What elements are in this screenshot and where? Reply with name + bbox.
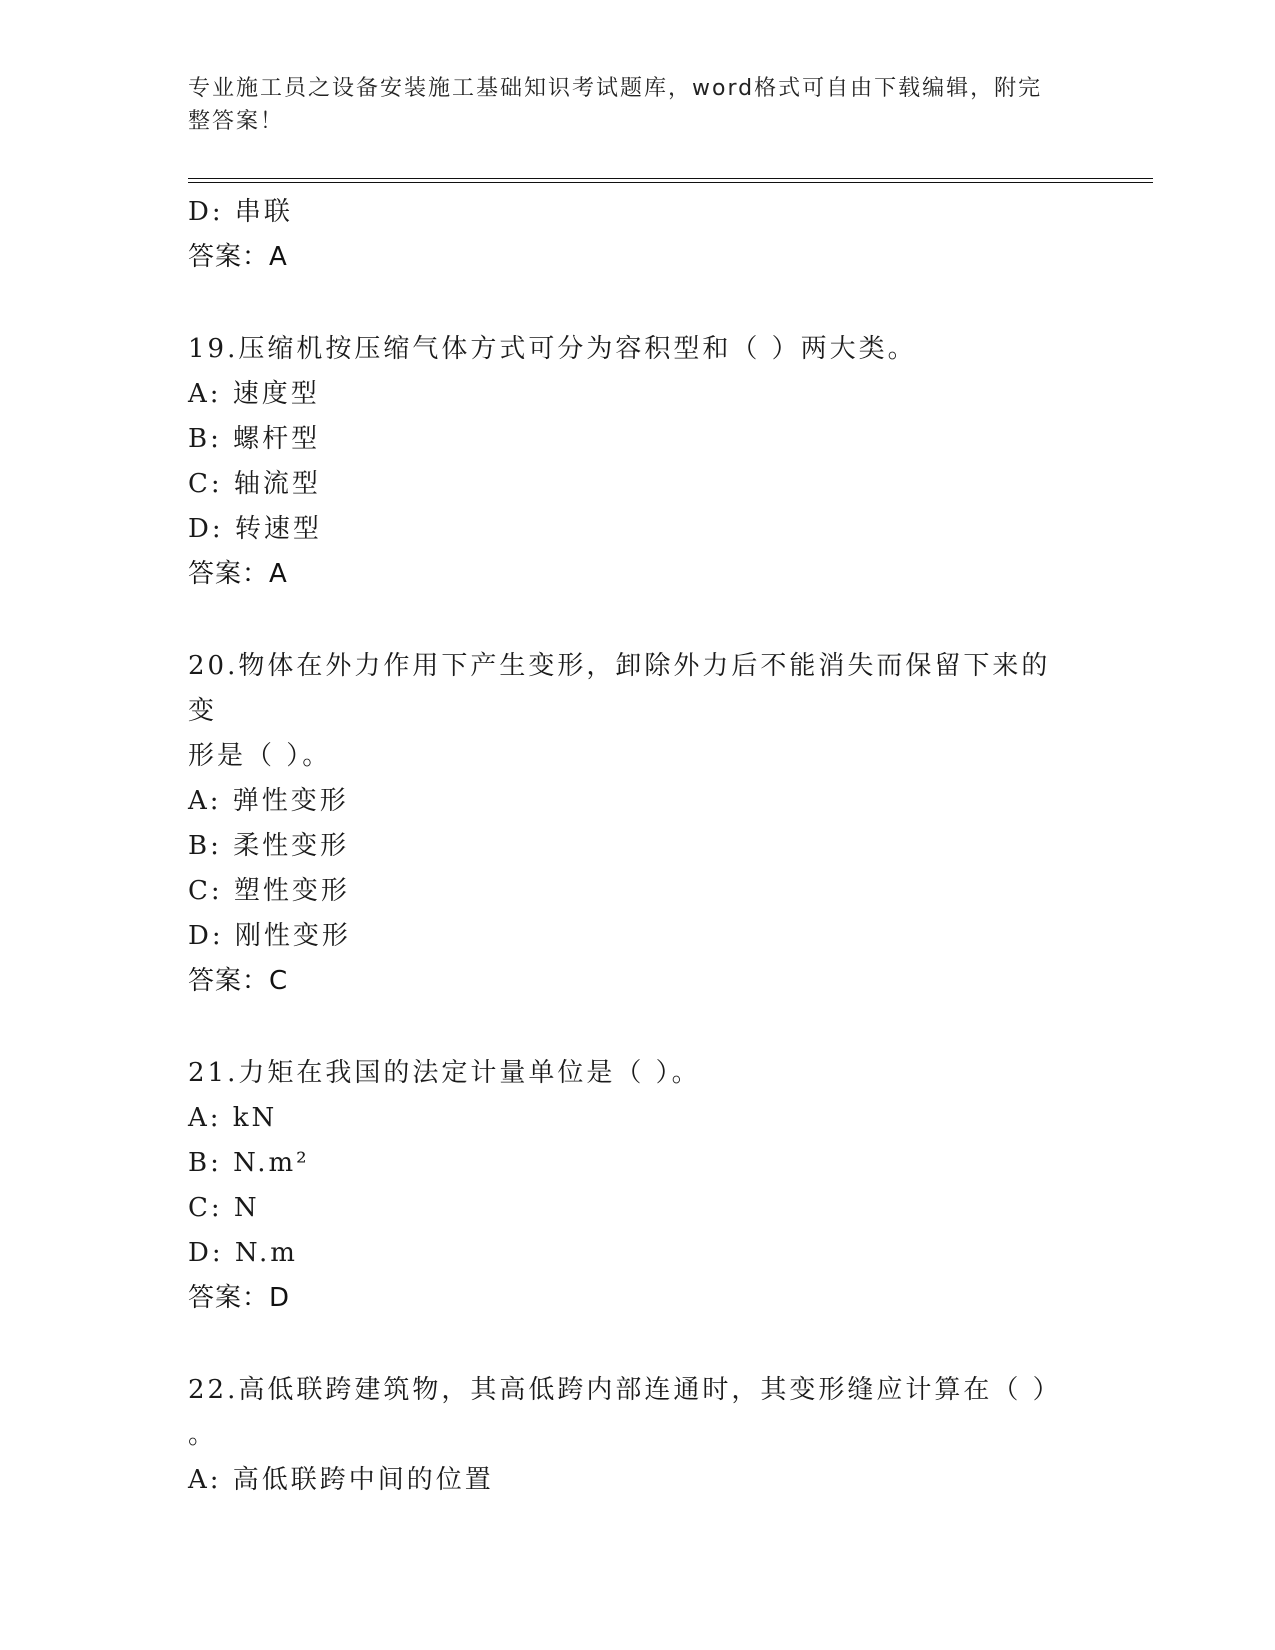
question-22	[188, 1368, 1088, 1503]
header-divider-bottom	[188, 182, 1153, 183]
question-21	[188, 1051, 1088, 1321]
option-d: D: 串联	[188, 197, 293, 227]
option-b: B: N.m²	[188, 1148, 310, 1178]
answer-line: 答案：C	[188, 966, 289, 996]
option-a: A: 高低联跨中间的位置	[188, 1465, 494, 1495]
option-a: A: 弹性变形	[188, 786, 349, 816]
question-list	[188, 190, 1088, 1503]
option-c: C: 塑性变形	[188, 876, 350, 906]
option-d: D: 转速型	[188, 514, 322, 544]
header-title-line-1: 专业施工员之设备安装施工基础知识考试题库，word格式可自由下载编辑，附完	[188, 76, 1043, 101]
option-a: A: 速度型	[188, 379, 320, 409]
question-stem: 21.力矩在我国的法定计量单位是（ ）。	[188, 1058, 701, 1088]
option-c: C: N	[188, 1193, 260, 1223]
question-stem-line-1: 22.高低联跨建筑物，其高低跨内部连通时，其变形缝应计算在（ ）	[188, 1375, 1062, 1405]
option-d: D: 刚性变形	[188, 921, 351, 951]
answer-line: 答案：A	[188, 242, 288, 272]
option-b: B: 柔性变形	[188, 831, 350, 861]
question-stem-line-2: 。	[188, 1420, 218, 1450]
option-d: D: N.m	[188, 1238, 298, 1268]
option-a: A: kN	[188, 1103, 278, 1133]
question-stem-line-1: 20.物体在外力作用下产生变形，卸除外力后不能消失而保留下来的变	[188, 651, 1051, 726]
option-b: B: 螺杆型	[188, 424, 321, 454]
question-20	[188, 644, 1088, 1004]
option-c: C: 轴流型	[188, 469, 321, 499]
header-divider-top	[188, 178, 1153, 179]
question-stem-line-2: 形是（ ）。	[188, 741, 332, 771]
question-19	[188, 327, 1088, 597]
answer-line: 答案：A	[188, 559, 288, 589]
page-header	[188, 72, 1088, 138]
header-title-line-2: 整答案！	[188, 109, 285, 134]
answer-line: 答案：D	[188, 1283, 291, 1313]
question-18-tail	[188, 190, 1088, 280]
question-stem: 19.压缩机按压缩气体方式可分为容积型和（ ）两大类。	[188, 334, 917, 364]
